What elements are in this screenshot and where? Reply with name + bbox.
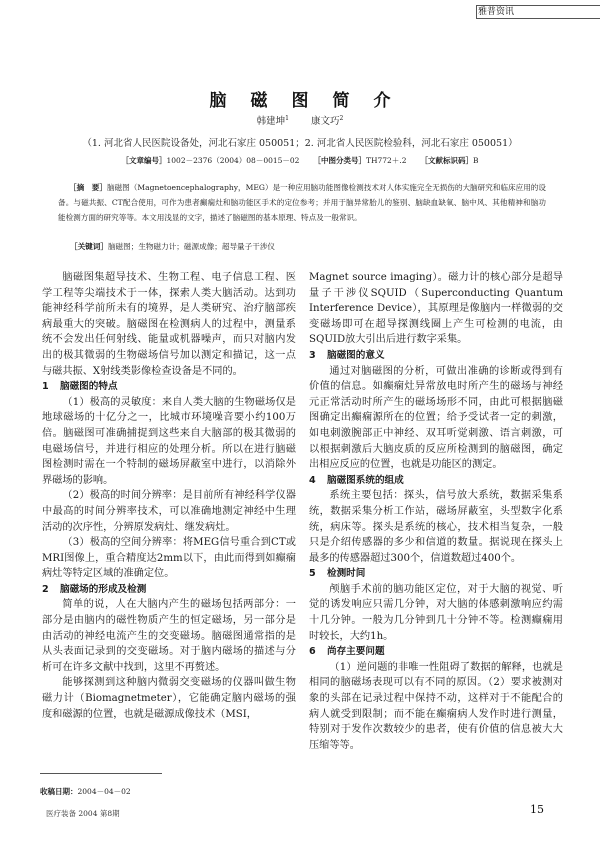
author-affil-mark: 1 (285, 114, 289, 122)
section-heading-1: 1 脑磁图的特点 (42, 381, 118, 393)
keywords-text: 脑磁图；生物磁力计；磁源成像；超导量子干涉仪 (107, 242, 276, 251)
paragraph: 能够探测到这种脑内微弱交变磁场的仪器叫做生物磁力计（Biomagnetmeter），它能确定脑内磁场的强度和磁源的位置，也就是磁源成像技术（MSI， (42, 677, 296, 720)
paragraph-continued: Magnet source imaging）。磁力计的核心部分是超导量子干涉仪SQUID（Superconducting Quantum Interference Device），其原理是像脑内一样微弱的交变磁场即可在超导探测线圈上产生可检测的电流，由SQUID放大引出后进行数字采集。 (309, 272, 563, 346)
received-value: 2004－04－02 (77, 787, 131, 796)
author-list (0, 113, 600, 127)
section-heading-3: 3 脑磁图的意义 (309, 349, 385, 361)
section-heading-4: 4 脑磁图系统的组成 (309, 474, 404, 486)
intro-paragraph: 脑磁图集超导技术、生物工程、电子信息工程、医学工程等尖端技术于一体，探索人类大脑活动。达到功能神经科学前所未有的境界，是人类研究、治疗脑部疾病最重大的突破。脑磁图在检测病人的过程中，测量系统不会发出任何射线、能量或机器噪声，而只对脑内发出的极其微弱的生物磁场信号加以测定和描记，这一点与磁共振、X射线类影像检查设备是不同的。 (42, 272, 296, 377)
section-heading-6: 6 尚存主要问题 (309, 646, 385, 658)
clc-label: ［中图分类号］ (313, 156, 366, 165)
article-title: 脑磁图简介 (209, 91, 415, 111)
author-affil-mark: 2 (339, 114, 344, 122)
paragraph: （3）极高的空间分辨率：将MEG信号重合到CT或MRI图像上，重合精度达2mm以下，由此而得到如癫痫病灶等特定区域的准确定位。 (42, 537, 296, 580)
article-meta (0, 155, 600, 166)
affiliations: （1. 河北省人民医院设备处，河北石家庄 050051；2. 河北省人民医院检验科，河北石家庄 050051） (82, 138, 518, 149)
paragraph: （2）极高的时间分辨率：是目前所有神经科学仪器中最高的时间分辨率技术，可以准确地测定神经中生理活动的次序性，分辨原发病灶、继发病灶。 (42, 490, 296, 533)
body-column-left (42, 270, 296, 722)
section-heading-5: 5 检测时间 (309, 568, 366, 580)
keywords-label: ［关键词］ (70, 242, 108, 251)
footnote-divider (40, 773, 162, 774)
header-tag-box (476, 5, 600, 19)
paragraph: 通过对脑磁图的分析，可做出准确的诊断或得到有价值的信息。如癫痫灶异常放电时所产生的磁场与神经元正常活动时所产生的磁场场形不同，由此可根据脑磁图确定出癫痫源所在的位置；给予受试者一定的刺激，如电刺激腕部正中神经、双耳听觉刺激、语言刺激，可以根据刺激后大脑皮质的反应所检测到的脑磁图，确定出相应反应的位置，也就是功能区的测定。 (309, 365, 563, 471)
paragraph: （1）极高的灵敏度：来自人类大脑的生物磁场仅是地球磁场的十亿分之一，比城市环境噪音要小约100万倍。脑磁图可准确捕捉到这些来自大脑部的极其微弱的电磁场信号，并进行相应的处理分析。所以在进行脑磁图检测时需在一个特制的磁场屏蔽室中进行，以消除外界磁场的影响。 (42, 396, 296, 486)
keywords (70, 241, 546, 253)
clc-number: TH772＋.2 (365, 156, 407, 165)
paragraph: 系统主要包括：探头，信号放大系统，数据采集系统，数据采集分析工作站，磁场屏蔽室，头型数字化系统，病床等。探头是系统的核心，技术相当复杂，一般只是介绍传感器的多少和信道的数量。据说现在探头上最多的传感器超过300个，信道数超过400个。 (309, 490, 563, 564)
abstract (58, 180, 546, 225)
abstract-text: 脑磁图（Magnetoencephalography，MEG）是一种应用脑功能图像检测技术对人体实施完全无损伤的大脑研究和临床应用的设备。与磁共振、CT配合使用，可作为患者癫痫灶和脑功能区手术的定位参考；并用于脑异常胎儿的鉴别、脑缺血缺氧、脑中风、其他精神和脑功能检测方面的研究等等。本文用浅显的文字，描述了脑磁图的基本原理、特点及一般常识。 (58, 183, 547, 222)
article-no: 1002－2376（2004）08－0015－02 (166, 156, 300, 165)
received-date (40, 786, 131, 797)
doc-code: B (472, 156, 479, 165)
header-tag-label: 雅普资讯 (478, 7, 515, 17)
paragraph: 简单的说，人在大脑内产生的磁场包括两部分：一部分是由脑内的磁性物质产生的恒定磁场，另一部分是由活动的神经电流产生的交变磁场。脑磁图通常指的是从头表面记录到的交变磁场。对于脑内磁场的描述与分析可在许多文献中找到，这里不再赘述。 (42, 599, 296, 673)
author-name: 韩建坤 (256, 116, 286, 127)
received-label: 收稿日期： (40, 787, 78, 796)
journal-issue: 医疗装备 2004 第8期 (46, 809, 120, 818)
body-column-right (309, 270, 563, 753)
author-name: 康文巧 (311, 116, 340, 127)
article-no-label: ［文章编号］ (121, 156, 167, 165)
paragraph: 颅脑手术前的脑功能区定位，对于大脑的视觉、听觉的诱发响应只需几分钟，对大脑的体感刺激响应约需十几分钟。一般为几分钟到几十分钟不等。检测癫痫用时较长，大约1h。 (309, 583, 563, 642)
doc-code-label: ［文献标识码］ (420, 156, 473, 165)
abstract-label: ［摘 要］ (69, 183, 107, 192)
paragraph: （1）逆问题的非唯一性阻碍了数据的解释，也就是相同的脑磁场表现可以有不同的原因。（2）要求被测对象的头部在记录过程中保持不动，这样对于不能配合的病人就受到限制；而不能在癫痫病人发作时进行测量，特别对于发作次数较少的患者，使有价值的信息被大大压缩等等。 (309, 661, 563, 751)
page-number: 15 (530, 803, 544, 816)
section-heading-2: 2 脑磁场的形成及检测 (42, 583, 147, 595)
